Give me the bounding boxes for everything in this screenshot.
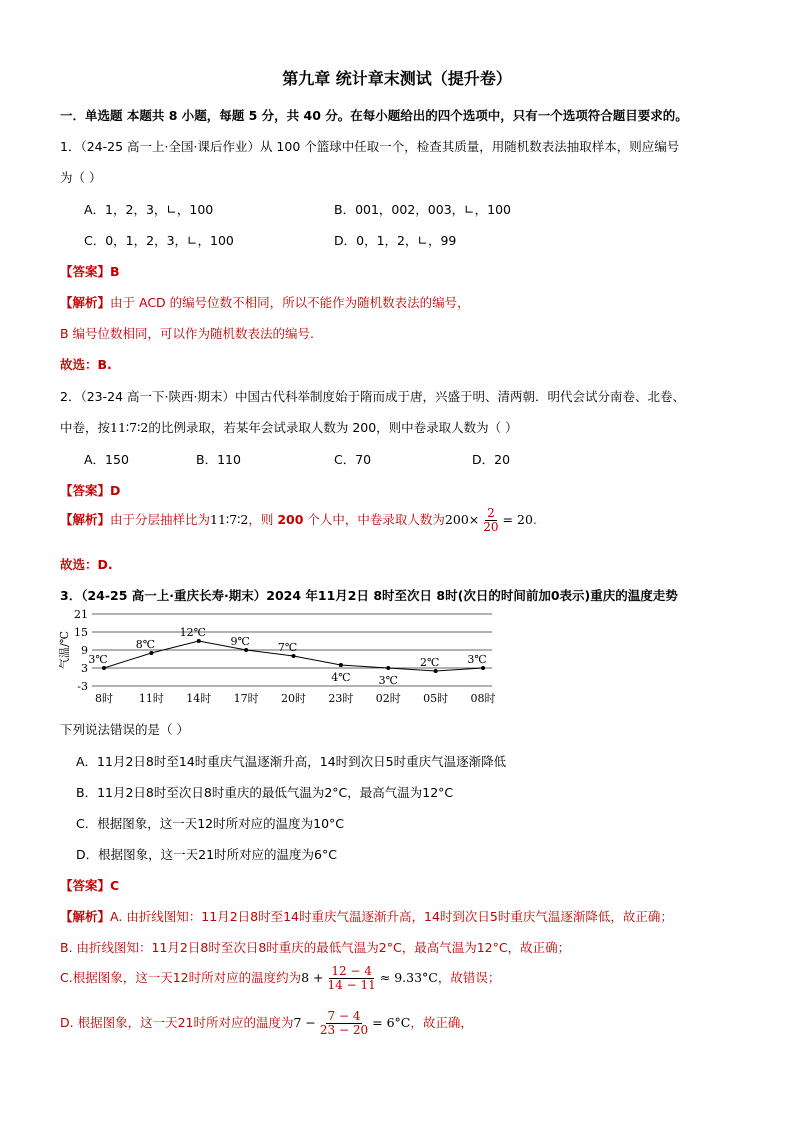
y-tick-label: 21 xyxy=(74,608,88,621)
q1-analysis-line1: 【解析】由于 ACD 的编号位数不相同，所以不能作为随机数表法的编号， xyxy=(60,295,470,310)
q1-stem-line2: 为（ ） xyxy=(60,170,102,185)
q3-option-b: B．11月2日8时至次日8时重庆的最低气温为2°C，最高气温为12°C xyxy=(76,785,454,800)
q3-stem: 3．（24-25 高一上·重庆长寿·期末）2024 年11月2日 8时至次日 8时(次日的时间前加0表示)重庆的温度走势 xyxy=(60,588,678,603)
q2-fraction: $\frac{2}{20}$ xyxy=(483,506,499,534)
x-tick-label: 20时 xyxy=(281,692,306,705)
data-label: 9℃ xyxy=(230,635,250,648)
q3-answer: 【答案】C xyxy=(60,878,120,893)
q3-option-c: C．根据图象，这一天12时所对应的温度为10°C xyxy=(76,816,345,831)
data-point xyxy=(434,669,438,673)
q3-fraction-c: $\frac{12 - 4}{14 - 11}$ xyxy=(327,964,376,992)
q1-option-a: A．1，2，3，∟，100 xyxy=(84,202,214,217)
q2-option-c: C．70 xyxy=(334,452,372,467)
q3-analysis-c: C.根据图象，这一天12时所对应的温度约为8 + $\frac{12 - 4}{14 - 11}$ ≈ 9.33°C，故错误； xyxy=(60,964,501,992)
q1-stem-line1: 1．（24-25 高一上·全国·课后作业）从 100 个篮球中任取一个，检查其质量，用随机数表法抽取样本，则应编号 xyxy=(60,139,680,154)
q2-conclusion: 故选：D. xyxy=(60,557,113,572)
x-tick-label: 08时 xyxy=(470,692,496,705)
q3-option-a: A．11月2日8时至14时重庆气温逐渐升高，14时到次日5时重庆气温逐渐降低 xyxy=(76,754,507,769)
q3-analysis-a: 【解析】A. 由折线图知：11月2日8时至14时重庆气温逐渐升高，14时到次日5时重庆气温逐渐降低，故正确； xyxy=(60,909,673,924)
q3-fraction-d: $\frac{7 - 4}{23 - 20}$ xyxy=(319,1009,369,1037)
q3-analysis-d: D. 根据图象，这一天21时所对应的温度为7 − $\frac{7 - 4}{23 - 20}$ = 6°C，故正确， xyxy=(60,1009,473,1037)
data-label: 3℃ xyxy=(467,653,487,666)
x-tick-label: 17时 xyxy=(233,692,259,705)
q2-answer: 【答案】D xyxy=(60,483,121,498)
data-point xyxy=(197,639,201,643)
y-tick-label: 15 xyxy=(74,626,88,639)
x-tick-label: 23时 xyxy=(328,692,354,705)
page-title: 第九章 统计章末测试（提升卷） xyxy=(282,69,512,88)
data-point xyxy=(481,666,485,670)
data-point xyxy=(244,648,248,652)
x-tick-label: 8时 xyxy=(95,692,113,705)
q1-conclusion: 故选：B. xyxy=(60,357,112,372)
q1-analysis-line2: B 编号位数相同，可以作为随机数表法的编号. xyxy=(60,326,315,341)
data-label: 12℃ xyxy=(179,626,206,639)
q3-analysis-b: B. 由折线图知：11月2日8时至次日8时重庆的最低气温为2°C，最高气温为12°C，故正确； xyxy=(60,940,571,955)
x-tick-label: 02时 xyxy=(375,692,401,705)
x-tick-label: 14时 xyxy=(186,692,212,705)
q2-option-b: B．110 xyxy=(196,452,241,467)
temperature-line-chart xyxy=(56,604,500,710)
q1-answer: 【答案】B xyxy=(60,264,120,279)
x-tick-label: 05时 xyxy=(423,692,449,705)
q2-analysis: 【解析】由于分层抽样比为11∶7∶2，则 200 个人中，中卷录取人数为200× $\frac{2}{20}$ = 20. xyxy=(60,506,537,534)
q3-option-d: D．根据图象，这一天21时所对应的温度为6°C xyxy=(76,847,337,862)
data-point xyxy=(102,666,106,670)
q3-question: 下列说法错误的是（ ） xyxy=(60,722,189,737)
q2-option-a: A．150 xyxy=(84,452,129,467)
q2-stem-line2: 中卷，按11∶7∶2的比例录取，若某年会试录取人数为 200，则中卷录取人数为（ ） xyxy=(60,420,518,435)
data-label: 8℃ xyxy=(135,638,156,651)
y-tick-label: 9 xyxy=(81,644,88,657)
data-point xyxy=(292,654,296,658)
q1-option-b: B．001，002，003，∟，100 xyxy=(334,202,511,217)
y-tick-label: -3 xyxy=(77,680,88,693)
q2-option-d: D．20 xyxy=(472,452,511,467)
data-point xyxy=(149,651,153,655)
q2-stem-line1: 2．（23-24 高一下·陕西·期末）中国古代科举制度始于隋而成于唐，兴盛于明、清两朝．明代会试分南卷、北卷、 xyxy=(60,389,685,404)
x-tick-label: 11时 xyxy=(138,692,164,705)
data-label: 3℃ xyxy=(88,653,108,666)
section-heading: 一．单选题 本题共 8 小题，每题 5 分，共 40 分。在每小题给出的四个选项中，只有一个选项符合题目要求的。 xyxy=(60,108,688,123)
data-label: 4℃ xyxy=(331,671,351,684)
y-tick-label: 3 xyxy=(81,662,88,675)
data-label: 3℃ xyxy=(378,674,398,687)
q1-option-c: C．0，1，2，3，∟，100 xyxy=(84,233,234,248)
data-label: 7℃ xyxy=(277,641,298,654)
q1-option-d: D．0，1，2，∟，99 xyxy=(334,233,457,248)
y-axis-label: 气温/℃ xyxy=(58,630,71,670)
data-label: 2℃ xyxy=(419,656,440,669)
data-point xyxy=(339,663,343,667)
data-point xyxy=(386,666,390,670)
